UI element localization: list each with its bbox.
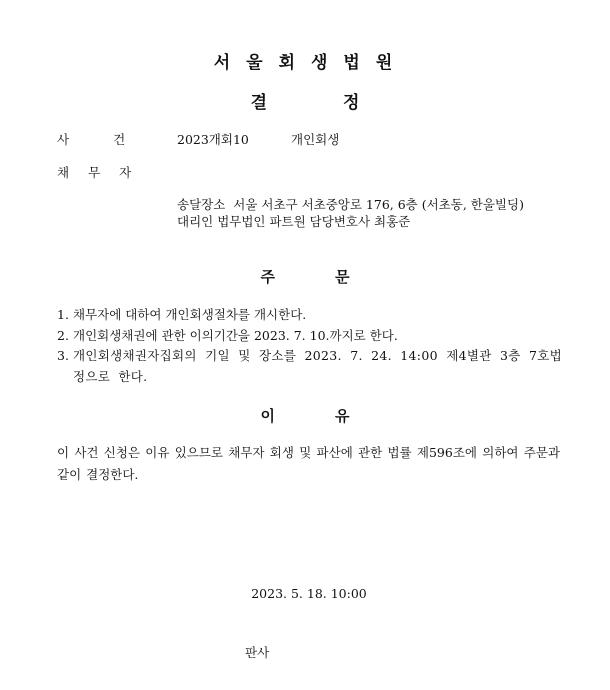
reason-section-title: 이유 <box>260 407 410 425</box>
order-item <box>57 346 562 387</box>
order-item-text: 채무자에 대하여 개인회생절차를 개시한다. <box>73 307 307 322</box>
case-label: 사건 <box>57 132 170 147</box>
court-name: 서울회생법원 <box>213 53 409 73</box>
judge-label: 판사 <box>245 645 270 660</box>
order-item-text: 개인회생채권에 관한 이의기간을 2023. 7. 10.까지로 한다. <box>73 327 398 343</box>
reason-text: 이 사건 신청은 이유 있으므로 채무자 회생 및 파산에 관한 법률 제596조에 의하여 주문과 같이 결정한다. <box>57 445 560 482</box>
order-item-text: 개인회생채권자집회의 기일 및 장소를 2023. 7. 24. 14:00 제4별관 3층 7호법정으로 한다. <box>73 348 562 384</box>
order-item <box>57 305 562 326</box>
order-item <box>57 326 562 347</box>
debtor-label: 채무자 <box>57 165 151 180</box>
order-item-number: 3. <box>57 348 69 363</box>
case-type: 개인회생 <box>291 132 340 147</box>
debtor-agent: 대리인 법무법인 파트원 담당변호사 최홍준 <box>177 214 411 229</box>
order-section-title: 주문 <box>260 268 410 286</box>
order-item-number: 2. <box>57 327 69 343</box>
document-type-title: 결정 <box>250 93 436 113</box>
debtor-service-address: 송달장소 서울 서초구 서초중앙로 176, 6층 (서초동, 한울빌딩) <box>177 197 524 212</box>
case-number: 2023개회10 <box>177 132 249 147</box>
order-item-number: 1. <box>57 307 69 322</box>
decision-date: 2023. 5. 18. 10:00 <box>251 586 367 601</box>
order-list <box>57 305 562 387</box>
